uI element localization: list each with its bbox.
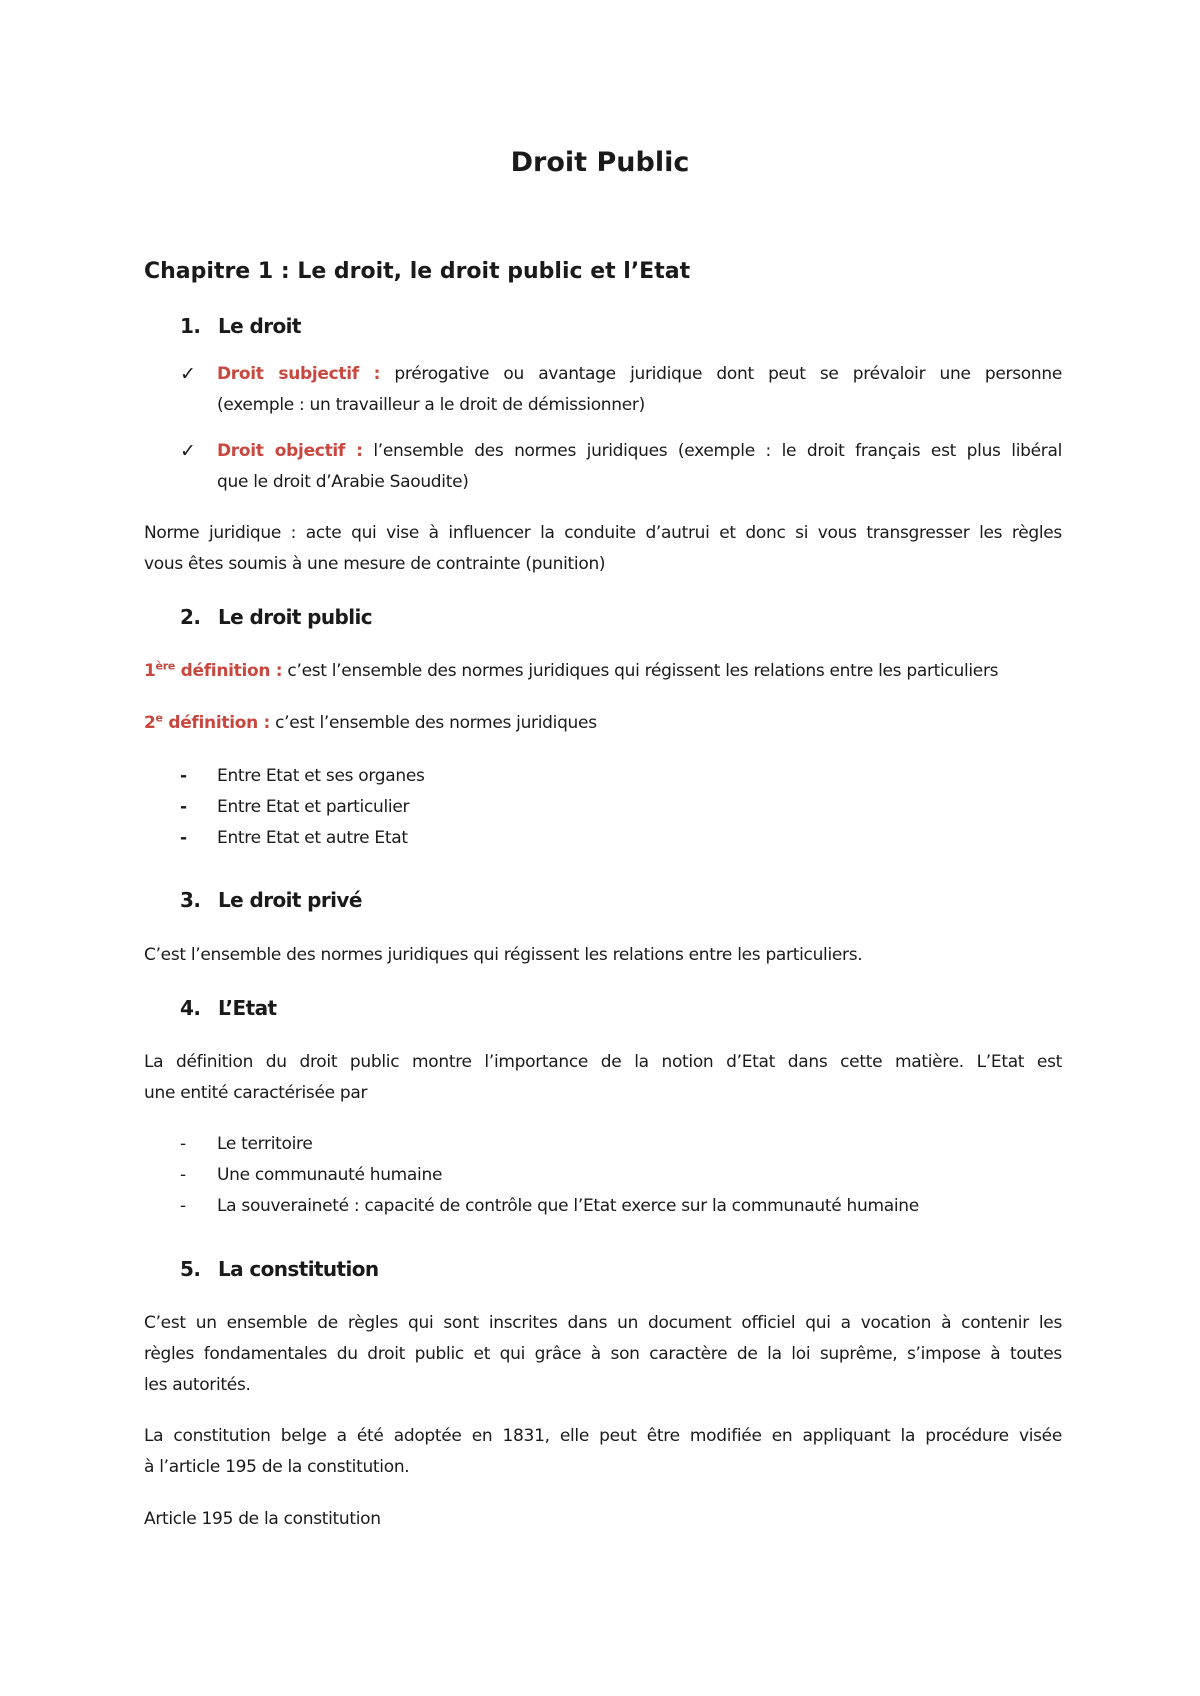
constitution-paragraph-line-1: C’est un ensemble de règles qui sont inscrites dans un document officiel qui a vocation à contenir les: [144, 1313, 1062, 1333]
etat-paragraph-line-2: une entité caractérisée par: [144, 1083, 368, 1103]
dash-bullet: -: [180, 828, 188, 848]
constitution-belge-line-2: à l’article 195 de la constitution.: [144, 1457, 410, 1477]
section-4-number: 4.: [180, 996, 201, 1020]
droit-subjectif-line-2: (exemple : un travailleur a le droit de démissionner): [217, 395, 645, 415]
section-4-title: L’Etat: [218, 996, 277, 1020]
section-4-heading: [180, 994, 276, 1022]
section-3-number: 3.: [180, 888, 201, 912]
constitution-belge-line-1: La constitution belge a été adoptée en 1831, elle peut être modifiée en appliquant la procédure visée: [144, 1426, 1062, 1446]
dash-bullet: -: [180, 1165, 187, 1185]
constitution-paragraph-line-2: règles fondamentales du droit public et qui grâce à son caractère de la loi suprême, s’impose à toutes: [144, 1344, 1062, 1364]
dash-bullet: -: [180, 1134, 187, 1154]
list-item: Une communauté humaine: [217, 1165, 443, 1185]
document-title: Droit Public: [510, 147, 690, 178]
section-1-heading: [180, 312, 301, 340]
list-item: Le territoire: [217, 1134, 313, 1154]
droit-subjectif-line-1: Droit subjectif : prérogative ou avantage juridique dont peut se prévaloir une personne: [217, 364, 1063, 384]
droit-prive-definition: C’est l’ensemble des normes juridiques qui régissent les relations entre les particuliers.: [144, 945, 863, 965]
section-2-heading: [180, 603, 372, 631]
section-5-number: 5.: [180, 1257, 201, 1281]
section-3-title: Le droit privé: [218, 888, 362, 912]
dash-bullet: -: [180, 797, 188, 817]
definition-2: 2e définition : c’est l’ensemble des normes juridiques: [144, 711, 597, 733]
list-item: Entre Etat et particulier: [217, 797, 410, 817]
section-5-title: La constitution: [218, 1257, 379, 1281]
norme-juridique-line-1: Norme juridique : acte qui vise à influencer la conduite d’autrui et donc si vous transgresser les règles: [144, 523, 1062, 543]
norme-juridique-line-2: vous êtes soumis à une mesure de contrainte (punition): [144, 554, 606, 574]
section-1-title: Le droit: [218, 314, 301, 338]
section-2-title: Le droit public: [218, 605, 373, 629]
constitution-paragraph-line-3: les autorités.: [144, 1375, 251, 1395]
chapter-heading: Chapitre 1 : Le droit, le droit public et l’Etat: [144, 259, 691, 284]
droit-objectif-line-2: que le droit d’Arabie Saoudite): [217, 472, 469, 492]
list-item: La souveraineté : capacité de contrôle que l’Etat exerce sur la communauté humaine: [217, 1196, 919, 1216]
check-icon: ✓: [180, 363, 196, 385]
list-item: Entre Etat et autre Etat: [217, 828, 408, 848]
droit-objectif-line-1: Droit objectif : l’ensemble des normes juridiques (exemple : le droit français est plus libéral: [217, 441, 1062, 461]
check-icon: ✓: [180, 440, 196, 462]
dash-bullet: -: [180, 766, 188, 786]
section-2-number: 2.: [180, 605, 201, 629]
dash-bullet: -: [180, 1196, 187, 1216]
section-1-number: 1.: [180, 314, 201, 338]
list-item: Entre Etat et ses organes: [217, 766, 425, 786]
definition-1: 1ère définition : c’est l’ensemble des normes juridiques qui régissent les relations entre les particuliers: [144, 659, 999, 681]
droit-objectif-term: Droit objectif :: [217, 441, 363, 461]
section-5-heading: [180, 1255, 379, 1283]
article-195-heading: Article 195 de la constitution: [144, 1509, 381, 1529]
droit-subjectif-term: Droit subjectif :: [217, 364, 381, 384]
section-3-heading: [180, 886, 362, 914]
etat-paragraph-line-1: La définition du droit public montre l’importance de la notion d’Etat dans cette matière. L’Etat est: [144, 1052, 1062, 1072]
